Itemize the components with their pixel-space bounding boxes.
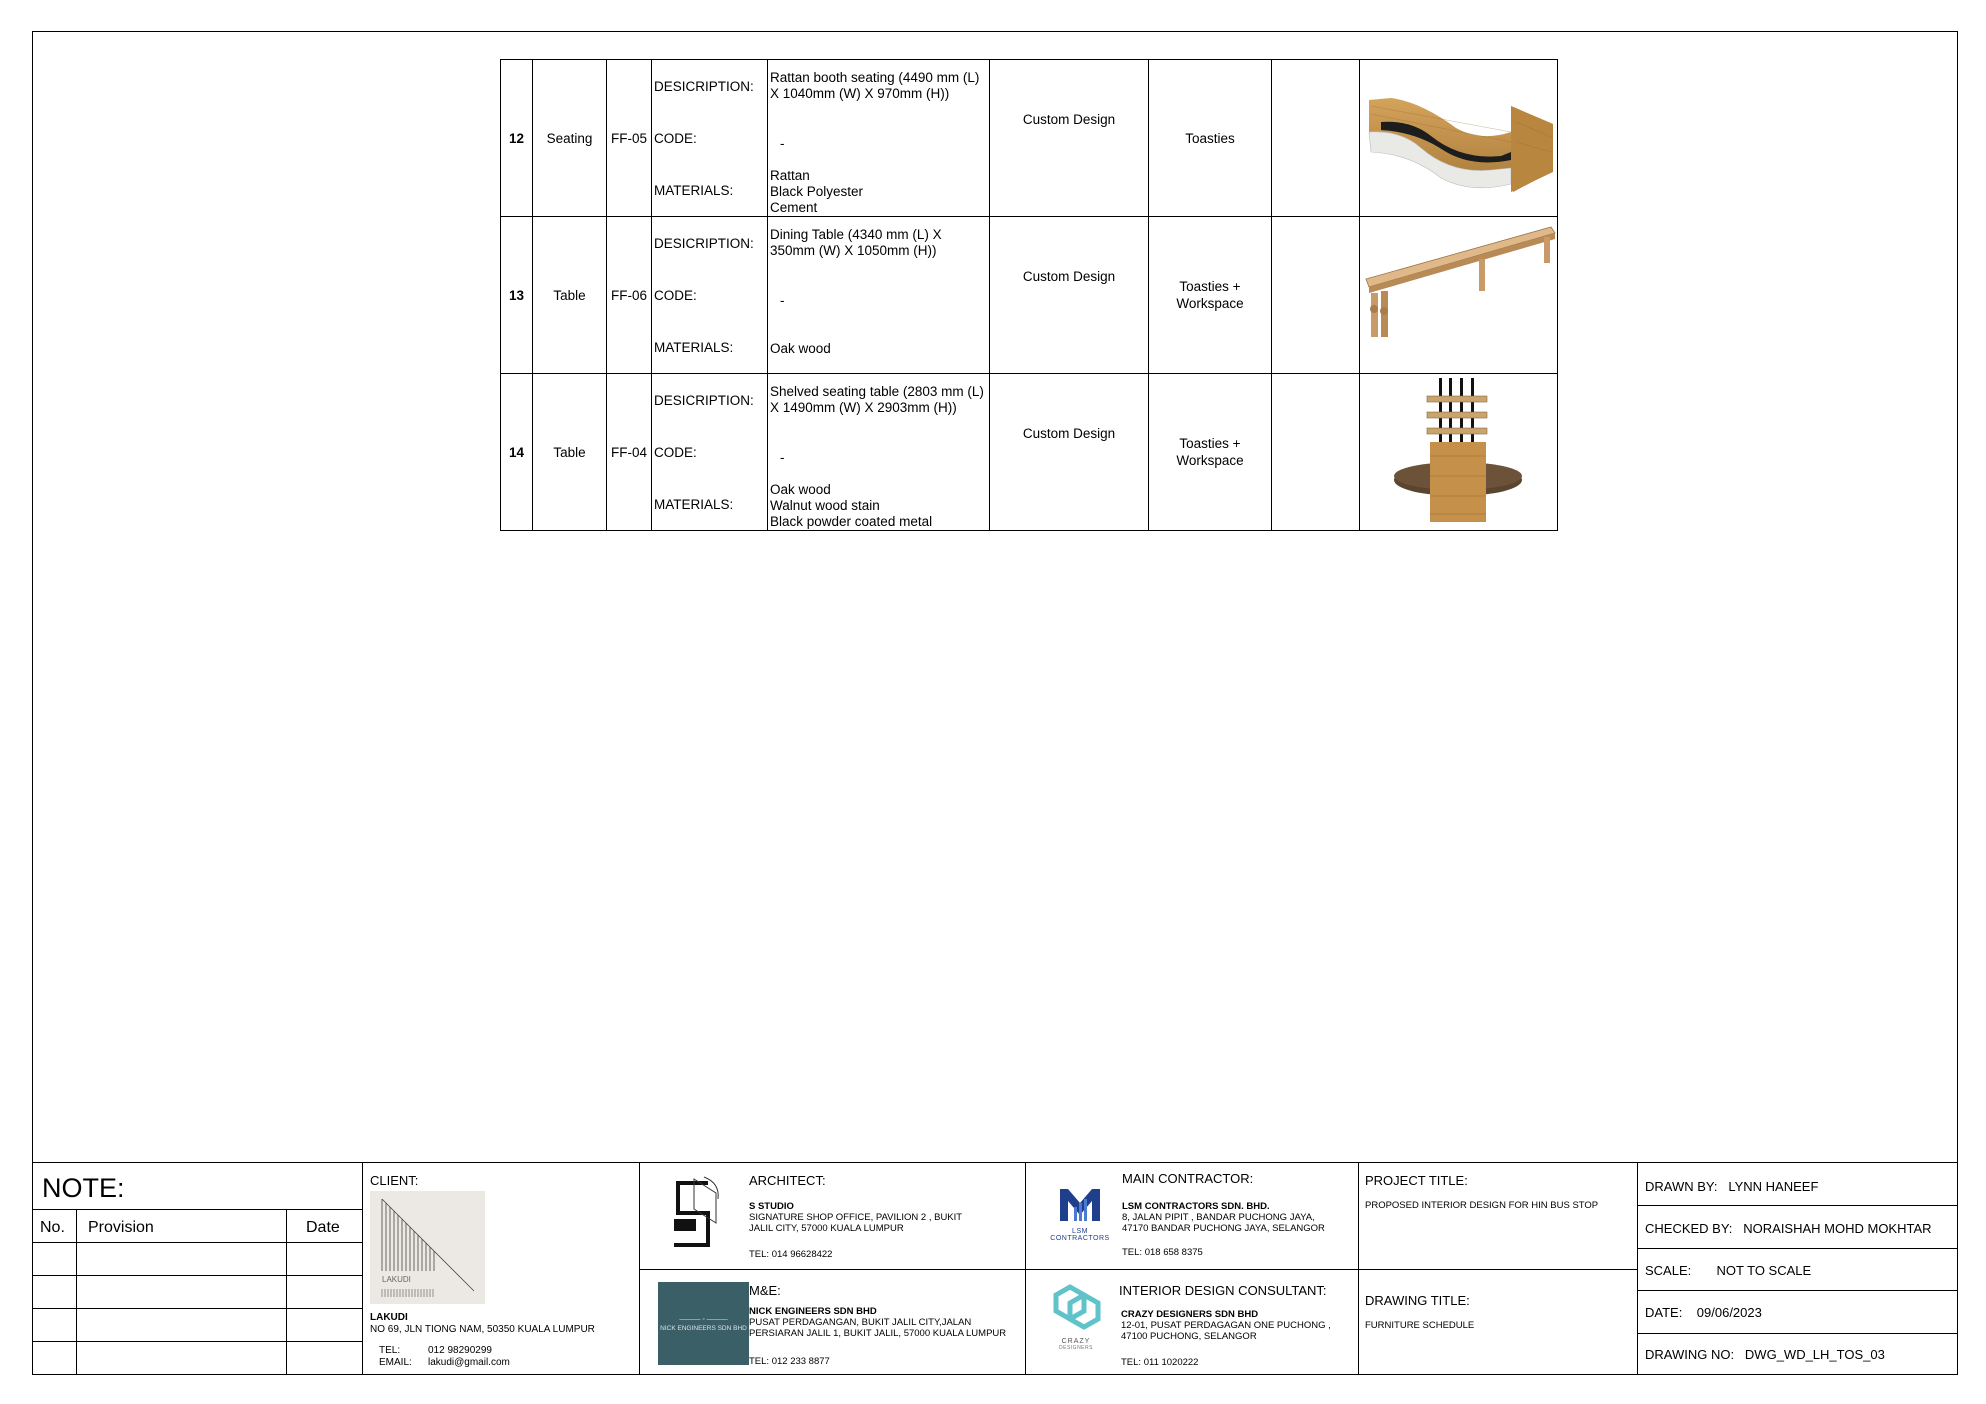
item-number: 12: [501, 60, 533, 217]
source-text: Custom Design: [1022, 112, 1116, 127]
description-line: X 1490mm (W) X 2903mm (H)): [770, 400, 957, 415]
scale: [1645, 1263, 1811, 1278]
lsm-logo-icon: [1058, 1187, 1102, 1223]
mne-address-line: PERSIARAN JALIL 1, BUKIT JALIL, 57000 KUALA LUMPUR: [749, 1328, 1007, 1339]
materials-label: MATERIALS:: [654, 339, 734, 355]
main-contractor-address-line: 8, JALAN PIPIT , BANDAR PUCHONG JAYA,: [1122, 1212, 1315, 1223]
material-item: Cement: [770, 199, 818, 215]
material-item: Black Polyester: [770, 183, 864, 199]
drawing-no-value: DWG_WD_LH_TOS_03: [1744, 1347, 1885, 1362]
drawing-no-label: DRAWING NO:: [1645, 1347, 1735, 1362]
area-line: Toasties +: [1179, 279, 1241, 294]
date-value: 09/06/2023: [1696, 1305, 1762, 1320]
project-title-value: PROPOSED INTERIOR DESIGN FOR HIN BUS STOP: [1365, 1200, 1599, 1211]
main-contractor-name: LSM CONTRACTORS SDN. BHD.: [1122, 1201, 1270, 1212]
mne-address-line: PUSAT PERDAGANGAN, BUKIT JALIL CITY,JALAN: [749, 1317, 972, 1328]
client-email-label: EMAIL:: [379, 1357, 412, 1368]
item-category: Table: [533, 374, 607, 531]
code-value: -: [780, 449, 785, 465]
architect-address-line: JALIL CITY, 57000 KUALA LUMPUR: [749, 1223, 904, 1234]
architect-name: S STUDIO: [749, 1201, 794, 1212]
checked-by-value: NORAISHAH MOHD MOKHTAR: [1743, 1221, 1932, 1236]
architect-label: ARCHITECT:: [749, 1173, 826, 1188]
code-value: -: [780, 135, 785, 151]
item-code: FF-04: [607, 374, 652, 531]
description-label: DESICRIPTION:: [654, 235, 754, 251]
drawn-by: [1645, 1179, 1818, 1194]
nick-engineers-logo: ——— ◦ ——— NICK ENGINEERS SDN BHD: [658, 1282, 749, 1365]
code-value: -: [780, 292, 785, 308]
drawn-by-value: LYNN HANEEF: [1728, 1179, 1819, 1194]
materials-label: MATERIALS:: [654, 182, 734, 198]
architect-address-line: SIGNATURE SHOP OFFICE, PAVILION 2 , BUKIT: [749, 1212, 963, 1223]
checked-by: [1645, 1221, 1932, 1236]
item-area: [1149, 374, 1272, 531]
client-address: NO 69, JLN TIONG NAM, 50350 KUALA LUMPUR: [370, 1324, 595, 1335]
item-code: FF-05: [607, 60, 652, 217]
table-row: [501, 374, 1558, 531]
area-line: Workspace: [1176, 453, 1244, 468]
material-item: Oak wood: [770, 481, 831, 497]
client-label: CLIENT:: [370, 1173, 419, 1188]
item-number: 13: [501, 217, 533, 374]
materials-label: MATERIALS:: [654, 496, 734, 512]
description-value: [770, 374, 989, 433]
client-tel: 012 98290299: [428, 1345, 492, 1356]
mne-name: NICK ENGINEERS SDN BHD: [749, 1306, 877, 1317]
rattan-booth-seating-render: [1360, 60, 1558, 217]
item-area: [1149, 217, 1272, 374]
description-value: [770, 60, 989, 119]
id-consultant-address-line: 12-01, PUSAT PERDAGAGAN ONE PUCHONG ,: [1121, 1320, 1331, 1331]
rattan-booth-seating-image: [1361, 62, 1556, 212]
client-logo-text: LAKUDI: [382, 1275, 411, 1284]
drawn-by-label: DRAWN BY:: [1645, 1179, 1718, 1194]
crazy-designers-logo: [1036, 1281, 1116, 1369]
id-consultant-name: CRAZY DESIGNERS SDN BHD: [1121, 1309, 1259, 1320]
field-labels: [652, 217, 768, 374]
client-name: LAKUDI: [370, 1312, 408, 1323]
note-header-date: Date: [306, 1219, 340, 1236]
date: [1645, 1305, 1762, 1320]
source-text: Custom Design: [1022, 426, 1116, 441]
drawing-no: [1645, 1347, 1885, 1362]
shelved-seating-table-image: [1361, 376, 1556, 526]
item-source: [990, 217, 1149, 374]
item-category: Seating: [533, 60, 607, 217]
id-consultant-address-line: 47100 PUCHONG, SELANGOR: [1121, 1331, 1257, 1342]
code-label: CODE:: [654, 130, 697, 146]
item-category: Table: [533, 217, 607, 374]
empty-cell: [1272, 374, 1360, 531]
project-title-label: PROJECT TITLE:: [1365, 1173, 1468, 1188]
material-item: Rattan: [770, 167, 810, 183]
materials-value: [770, 481, 989, 530]
material-item: Walnut wood stain: [770, 497, 880, 513]
drawing-title-label: DRAWING TITLE:: [1365, 1293, 1470, 1308]
description-line: Rattan booth seating (4490 mm (L): [770, 70, 980, 85]
crazy-logo-subtext: DESIGNERS: [1059, 1345, 1093, 1351]
lsm-logo-text: LSM CONTRACTORS: [1050, 1228, 1110, 1242]
crazy-logo-text: CRAZY: [1061, 1338, 1091, 1345]
furniture-schedule-table: [500, 59, 1558, 531]
item-code: FF-06: [607, 217, 652, 374]
table-row: [501, 60, 1558, 217]
crazy-designers-cube-icon: [1048, 1281, 1104, 1333]
materials-value: [770, 324, 989, 373]
main-contractor-tel: TEL: 018 658 8375: [1122, 1247, 1203, 1258]
client-email: lakudi@gmail.com: [428, 1357, 510, 1368]
description-label: DESICRIPTION:: [654, 78, 754, 94]
empty-cell: [1272, 217, 1360, 374]
lakudi-logo-icon: [370, 1191, 485, 1304]
area-line: Toasties +: [1179, 436, 1241, 451]
note-title: NOTE:: [42, 1173, 125, 1203]
id-consultant-tel: TEL: 011 1020222: [1121, 1357, 1199, 1368]
field-labels: [652, 374, 768, 531]
description-line: X 1040mm (W) X 970mm (H)): [770, 86, 950, 101]
scale-label: SCALE:: [1645, 1263, 1692, 1278]
area-line: Toasties: [1185, 130, 1235, 146]
description-label: DESICRIPTION:: [654, 392, 754, 408]
dining-table-image: [1361, 219, 1556, 369]
lsm-contractors-logo: [1042, 1187, 1118, 1251]
client-tel-label: TEL:: [379, 1345, 401, 1356]
title-block: [32, 1162, 1958, 1375]
field-labels: [652, 60, 768, 217]
architect-tel: TEL: 014 96628422: [749, 1249, 833, 1260]
item-area: [1149, 60, 1272, 217]
description-line: Dining Table (4340 mm (L) X: [770, 227, 942, 242]
nick-engineers-logo-text: NICK ENGINEERS SDN BHD: [660, 1324, 747, 1332]
field-values: [768, 217, 990, 374]
empty-cell: [1272, 60, 1360, 217]
s-studio-logo-icon: [664, 1173, 726, 1259]
id-consultant-label: INTERIOR DESIGN CONSULTANT:: [1119, 1283, 1327, 1298]
client-logo: [370, 1191, 485, 1304]
item-source: [990, 374, 1149, 531]
source-text: Custom Design: [1022, 269, 1116, 284]
checked-by-label: CHECKED BY:: [1645, 1221, 1733, 1236]
table-row: [501, 217, 1558, 374]
mne-label: M&E:: [749, 1283, 781, 1298]
field-values: [768, 374, 990, 531]
description-line: Shelved seating table (2803 mm (L): [770, 384, 984, 399]
field-values: [768, 60, 990, 217]
scale-value: NOT TO SCALE: [1716, 1263, 1812, 1278]
materials-value: [770, 167, 989, 216]
mne-tel: TEL: 012 233 8877: [749, 1356, 830, 1367]
material-item: Black powder coated metal: [770, 513, 933, 529]
code-label: CODE:: [654, 287, 697, 303]
area-line: Workspace: [1176, 296, 1244, 311]
material-item: Oak wood: [770, 340, 831, 356]
note-header-provision: Provision: [88, 1219, 154, 1236]
item-source: [990, 60, 1149, 217]
main-contractor-address-line: 47170 BANDAR PUCHONG JAYA, SELANGOR: [1122, 1223, 1325, 1234]
shelved-seating-table-render: [1360, 374, 1558, 531]
note-header-no: No.: [40, 1219, 65, 1236]
date-label: DATE:: [1645, 1305, 1683, 1320]
dining-table-render: [1360, 217, 1558, 374]
code-label: CODE:: [654, 444, 697, 460]
main-contractor-label: MAIN CONTRACTOR:: [1122, 1171, 1254, 1186]
description-line: 350mm (W) X 1050mm (H)): [770, 243, 937, 258]
description-value: [770, 217, 989, 276]
drawing-title-value: FURNITURE SCHEDULE: [1365, 1320, 1475, 1331]
item-number: 14: [501, 374, 533, 531]
